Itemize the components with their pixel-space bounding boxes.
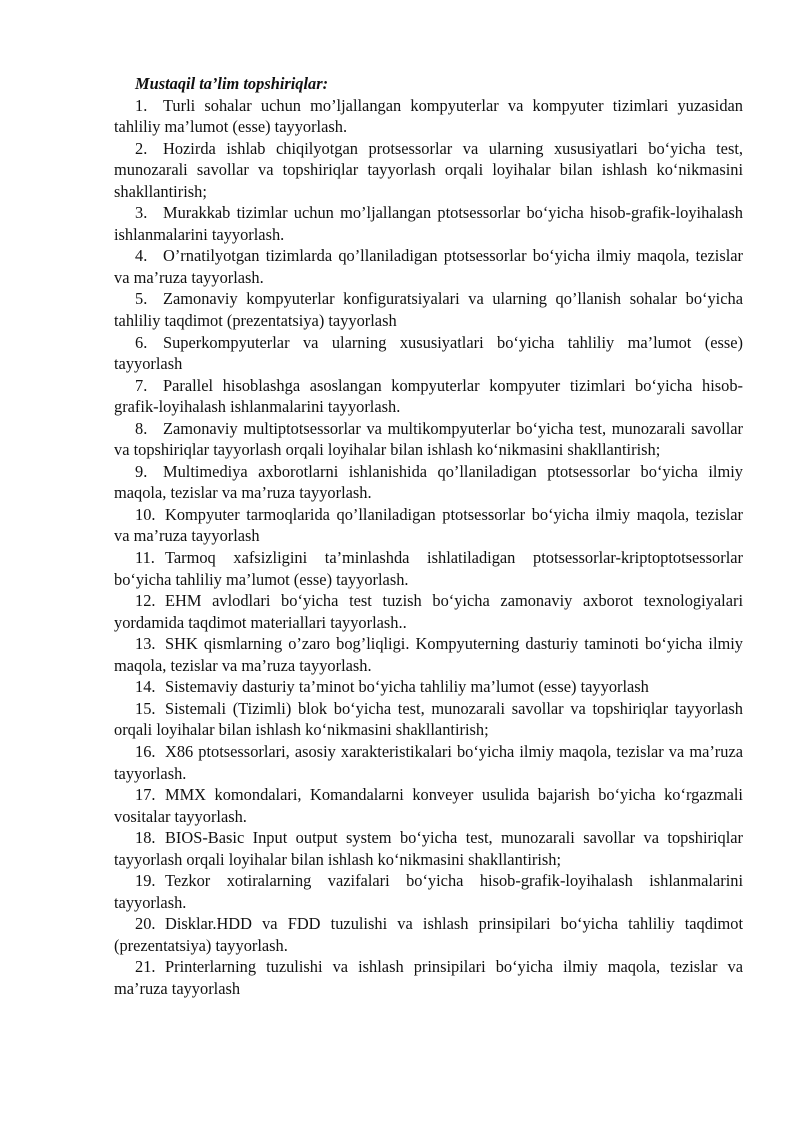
task-text: MMX komondalari, Komandalarni konveyer usulida bajarish bo‘yicha ko‘rgazmali vositalar tayyorlash. — [114, 785, 743, 826]
task-number: 1. — [135, 95, 148, 115]
task-text: Turli sohalar uchun mo’ljallangan kompyuterlar va kompyuter tizimlari yuzasidan tahliliy ma’lumot (esse) tayyorlash. — [114, 95, 743, 137]
task-item — [114, 741, 743, 784]
task-number: 6. — [135, 332, 148, 352]
task-number: 17. — [135, 785, 156, 805]
task-text: Tarmoq xafsizligini ta’minlashda ishlatiladigan ptotsessorlar-kriptoptotsessorlar bo‘yicha tahliliy ma’lumot (esse) tayyorlash. — [114, 548, 743, 589]
task-item — [114, 870, 743, 913]
task-text: O’rnatilyotgan tizimlarda qo’llaniladigan ptotsessorlar bo‘yicha ilmiy maqola, tezislar va ma’ruza tayyorlash. — [114, 246, 743, 287]
task-number: 15. — [135, 698, 156, 718]
task-item — [114, 288, 743, 331]
task-item — [114, 676, 743, 698]
task-item — [114, 245, 743, 288]
task-item — [114, 461, 743, 504]
task-item — [114, 202, 743, 245]
task-number: 9. — [135, 461, 148, 481]
task-number: 8. — [135, 418, 148, 438]
task-number: 3. — [135, 203, 148, 223]
task-item — [114, 633, 743, 676]
task-number: 4. — [135, 246, 148, 266]
task-item — [114, 95, 743, 138]
task-item — [114, 827, 743, 870]
task-text: EHM avlodlari bo‘yicha test tuzish bo‘yicha zamonaviy axborot texnologiyalari yordamida taqdimot materiallari tayyorlash.. — [114, 591, 743, 632]
task-number: 10. — [135, 504, 156, 524]
task-text: Sistemali (Tizimli) blok bo‘yicha test, munozarali savollar va topshiriqlar tayyorlash orqali loyihalar bilan ishlash ko‘nikmasini shakllantirish; — [114, 698, 743, 740]
task-text: SHK qismlarning o’zaro bog’liqligi. Kompyuterning dasturiy taminoti bo‘yicha ilmiy maqola, tezislar va ma’ruza tayyorlash. — [114, 634, 743, 675]
task-text: Tezkor xotiralarning vazifalari bo‘yicha hisob-grafik-loyihalash ishlanmalarini tayyorlash. — [114, 871, 743, 912]
task-text: Superkompyuterlar va ularning xususiyatlari bo‘yicha tahliliy ma’lumot (esse) tayyorlash — [114, 332, 743, 374]
task-number: 21. — [135, 957, 156, 977]
section-heading: Mustaqil ta’lim topshiriqlar: — [135, 74, 329, 93]
task-number: 19. — [135, 871, 156, 891]
task-item — [114, 698, 743, 741]
task-item — [114, 504, 743, 547]
task-list — [114, 95, 743, 1000]
task-text: Hozirda ishlab chiqilyotgan protsessorlar va ularning xususiyatlari bo‘yicha test, munozarali savollar va topshiriqlar tayyorlash orqali loyihalar bilan ishlash ko‘nikmasini shakllantirish; — [114, 138, 743, 201]
task-text: Kompyuter tarmoqlarida qo’llaniladigan ptotsessorlar bo‘yicha ilmiy maqola, tezislar va ma’ruza tayyorlash — [114, 504, 743, 546]
task-number: 2. — [135, 138, 148, 158]
task-number: 14. — [135, 677, 156, 697]
task-item — [114, 375, 743, 418]
task-number: 11. — [135, 548, 155, 568]
task-text: X86 ptotsessorlari, asosiy xarakteristikalari bo‘yicha ilmiy maqola, tezislar va ma’ruza tayyorlash. — [114, 741, 743, 783]
task-text: Parallel hisoblashga asoslangan kompyuterlar kompyuter tizimlari bo‘yicha hisob-grafik-loyihalash ishlanmalarini tayyorlash. — [114, 375, 743, 417]
document-page — [114, 73, 743, 1000]
task-text: Printerlarning tuzulishi va ishlash prinsipilari bo‘yicha ilmiy maqola, tezislar va ma’ruza tayyorlash — [114, 957, 743, 998]
task-item — [114, 332, 743, 375]
task-item — [114, 956, 743, 999]
task-item — [114, 784, 743, 827]
task-text: Murakkab tizimlar uchun mo’ljallangan ptotsessorlar bo‘yicha hisob-grafik-loyihalash ishlanmalarini tayyorlash. — [114, 203, 743, 244]
task-text: Sistemaviy dasturiy ta’minot bo‘yicha tahliliy ma’lumot (esse) tayyorlash — [165, 677, 649, 697]
task-text: Zamonaviy multiptotsessorlar va multikompyuterlar bo‘yicha test, munozarali savollar va topshiriqlar tayyorlash orqali loyihalar bilan ishlash ko‘nikmasini shakllantirish; — [114, 418, 743, 460]
task-number: 16. — [135, 741, 156, 761]
task-number: 7. — [135, 375, 148, 395]
task-item — [114, 547, 743, 590]
task-item — [114, 913, 743, 956]
task-number: 12. — [135, 591, 156, 611]
task-item — [114, 418, 743, 461]
task-number: 18. — [135, 828, 156, 848]
task-item — [114, 138, 743, 203]
task-item — [114, 590, 743, 633]
task-number: 5. — [135, 289, 148, 309]
task-text: Multimediya axborotlarni ishlanishida qo’llaniladigan ptotsessorlar bo‘yicha ilmiy maqola, tezislar va ma’ruza tayyorlash. — [114, 461, 743, 503]
task-number: 20. — [135, 914, 156, 934]
task-text: Disklar.HDD va FDD tuzulishi va ishlash prinsipilari bo‘yicha tahliliy taqdimot (prezentatsiya) tayyorlash. — [114, 914, 743, 955]
task-text: BIOS-Basic Input output system bo‘yicha test, munozarali savollar va topshiriqlar tayyorlash orqali loyihalar bilan ishlash ko‘nikmasini shakllantirish; — [114, 828, 743, 869]
task-number: 13. — [135, 634, 156, 654]
task-text: Zamonaviy kompyuterlar konfiguratsiyalari va ularning qo’llanish sohalar bo‘yicha tahliliy taqdimot (prezentatsiya) tayyorlash — [114, 289, 743, 331]
